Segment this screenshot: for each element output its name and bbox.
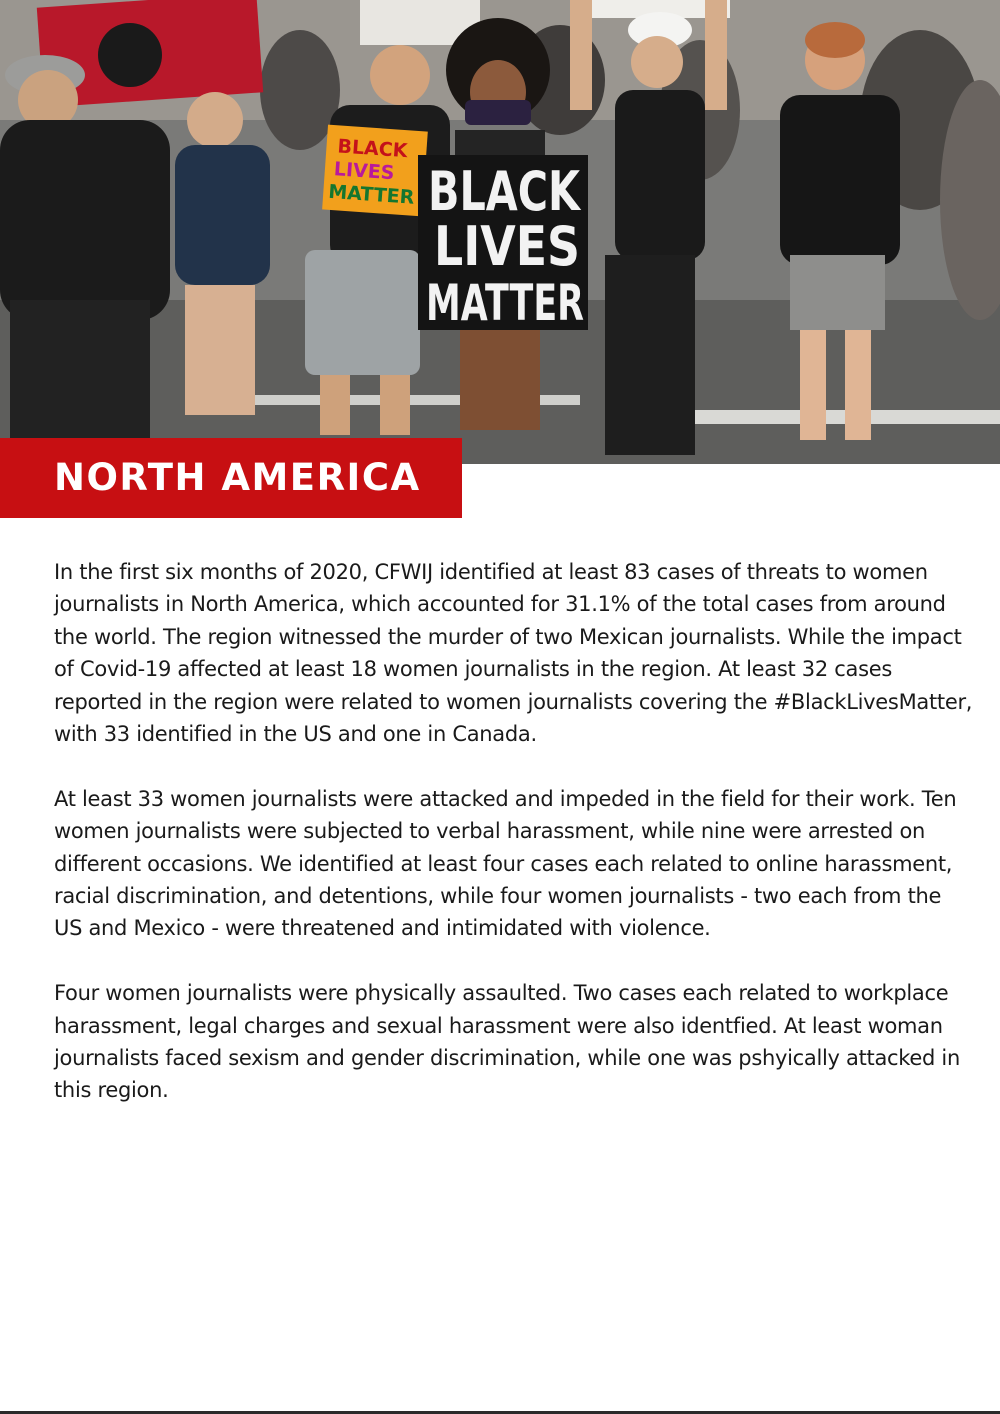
protest-march-illustration <box>0 0 1000 464</box>
paragraph-3: Four women journalists were physically assaulted. Two cases each related to workplace harassment, legal charges and sexual harassment were also identfied. At least woman journalists faced sexism and gender discrimination, while one was pshyically attacked in this region. <box>54 981 960 1103</box>
main-sign-line-3: MATTER <box>426 274 584 332</box>
small-sign-line-1: BLACK <box>336 135 409 163</box>
paragraph-1: In the first six months of 2020, CFWIJ identified at least 83 cases of threats to women journalists in North America, which accounted for 31.1% of the total cases from around the world. The region witnessed the murder of two Mexican journalists. While the impact of Covid-19 affected at least 18 women journalists in the region. At least 32 cases reported in the region were related to women journalists covering the #BlackLivesMatter, with 33 identified in the US and one in Canada. <box>54 560 973 747</box>
paragraph-2: At least 33 women journalists were attacked and impeded in the field for their work. Ten women journalists were subjected to verbal harassment, while nine were arrested on different occasions. We identified at least four cases each related to online harassment, racial discrimination, and detentions, while four women journalists - two each from the US and Mexico - were threatened and intimidated with violence. <box>54 786 957 941</box>
small-sign-line-2: LIVES <box>333 158 396 185</box>
small-sign-line-3: MATTER <box>327 180 416 209</box>
sign-main-blm <box>418 155 588 332</box>
main-sign-line-1: BLACK <box>428 160 582 223</box>
main-sign-line-2: LIVES <box>434 215 580 278</box>
sign-flower-graphic <box>98 23 162 87</box>
section-title: NORTH AMERICA <box>54 456 421 499</box>
article-body <box>54 556 974 1139</box>
hero-photo <box>0 0 1000 464</box>
sign-small-blm <box>322 125 428 217</box>
